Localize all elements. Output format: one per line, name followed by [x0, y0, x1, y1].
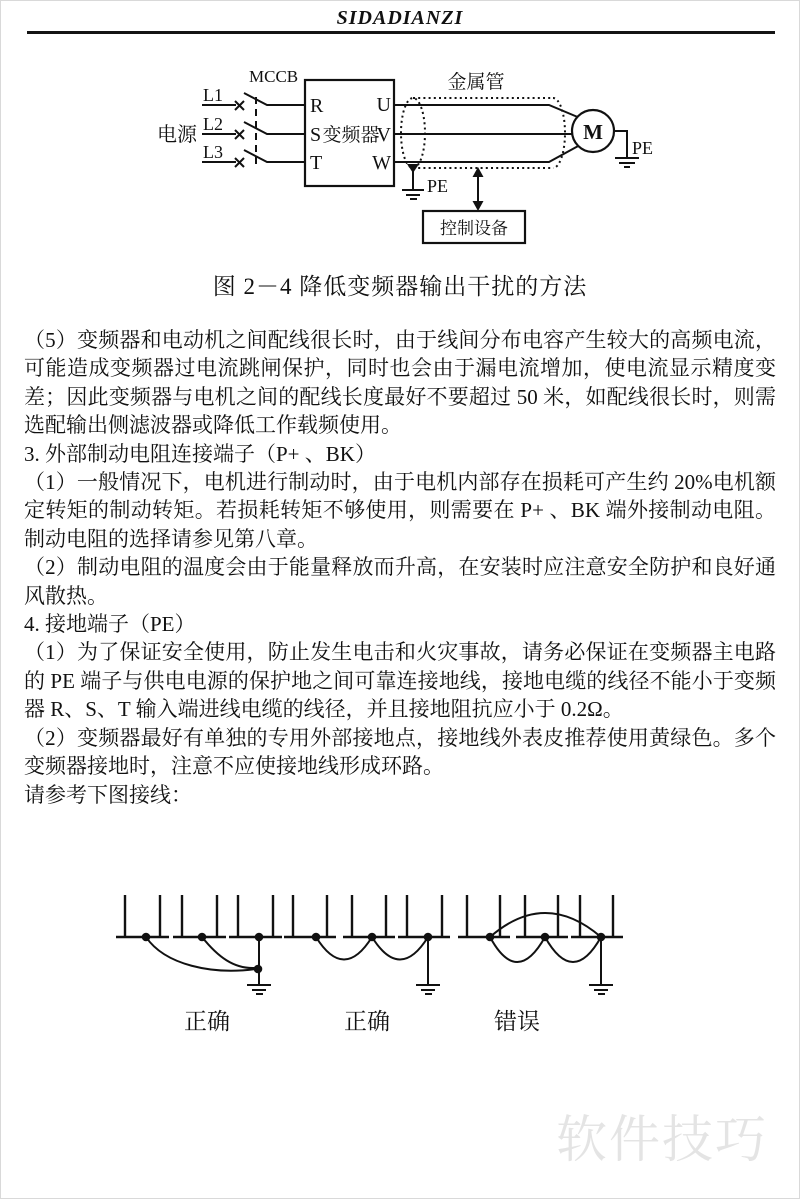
shield-ground-icon	[402, 164, 424, 199]
paragraph-3-1: （1）一般情况下，电机进行制动时，由于电机内部存在损耗可产生约 20%电机额定转矩的制动转矩。若损耗转矩不够使用，则需要在 P+ 、BK 端外接制动电阻。制动电阻的选择请参见第八章。	[24, 470, 776, 551]
scheme2-verdict-label: 正确	[344, 1009, 390, 1034]
grounding-scheme-correct-2	[284, 895, 450, 994]
ground-wire	[490, 937, 545, 962]
ground-wire	[316, 937, 372, 960]
earth-icon	[247, 985, 271, 994]
phase-l1-label: L1	[203, 85, 223, 105]
grounding-scheme-correct-1	[116, 895, 282, 994]
metal-conduit-label: 金属管	[447, 72, 505, 93]
control-device-label: 控制设备	[440, 219, 508, 238]
terminal-t-label: T	[310, 152, 323, 174]
paragraph-3-2: （2）制动电阻的温度会由于能量释放而升高，在安装时应注意安全防护和良好通风散热。	[24, 555, 776, 608]
inverter-label: 变频器	[322, 125, 380, 146]
body-text	[24, 326, 776, 809]
earth-icon	[589, 985, 613, 994]
watermark-text: 软件技巧	[556, 1111, 769, 1170]
terminal-s-label: S	[310, 124, 322, 146]
mccb-label: MCCB	[249, 67, 299, 86]
shield-pe-label: PE	[427, 176, 449, 196]
coupling-double-arrow	[473, 167, 484, 211]
grounding-schemes-diagram	[0, 885, 800, 1050]
ground-wire	[202, 937, 255, 968]
motor-pe-label: PE	[632, 138, 654, 158]
ground-wire	[372, 937, 428, 960]
grounding-scheme-wrong	[458, 895, 623, 994]
paragraph-ref: 请参考下图接线：	[24, 782, 192, 807]
paragraph-4-2: （2）变频器最好有单独的专用外部接地点，接地线外表皮推荐使用黄绿色。多个变频器接地时，注意不应使接地线形成环路。	[24, 725, 776, 779]
terminal-v-label: V	[376, 124, 391, 146]
earth-icon	[416, 985, 440, 994]
paragraph-4-1: （1）为了保证安全使用，防止发生电击和火灾事故，请务必保证在变频器主电路的 PE 端子与供电电源的保护地之间可靠连接地线，接地电缆的线径不能小于变频器 R、S、T 输入端进线电缆的线径，并且接地阻抗应小于 0.2Ω。	[24, 640, 776, 722]
heading-4: 4. 接地端子（PE）	[24, 612, 196, 637]
terminal-u-label: U	[376, 94, 391, 116]
power-source-label: 电源	[157, 124, 197, 146]
scheme3-verdict-label: 错误	[494, 1009, 540, 1034]
page-header-title: SIDADIANZI	[336, 7, 464, 29]
terminal-w-label: W	[372, 152, 391, 174]
terminal-r-label: R	[310, 95, 324, 117]
header-rule	[27, 31, 775, 34]
figure-caption: 图 2－4 降低变频器输出干扰的方法	[212, 274, 588, 299]
heading-3: 3. 外部制动电阻连接端子（P+ 、BK）	[24, 441, 376, 466]
motor-label: M	[583, 120, 603, 144]
scheme1-verdict-label: 正确	[184, 1009, 230, 1034]
phase-l3-label: L3	[203, 142, 223, 162]
paragraph-5: （5）变频器和电动机之间配线很长时，由于线间分布电容产生较大的高频电流，可能造成变频器过电流跳闸保护，同时也会由于漏电流增加，使电流显示精度变差；因此变频器与电机之间的配线长度最好不要超过 50 米，如配线很长时，则需选配输出侧滤波器或降低工作载频使用。	[24, 328, 776, 438]
phase-l2-label: L2	[203, 114, 223, 134]
ground-wire	[545, 937, 601, 962]
